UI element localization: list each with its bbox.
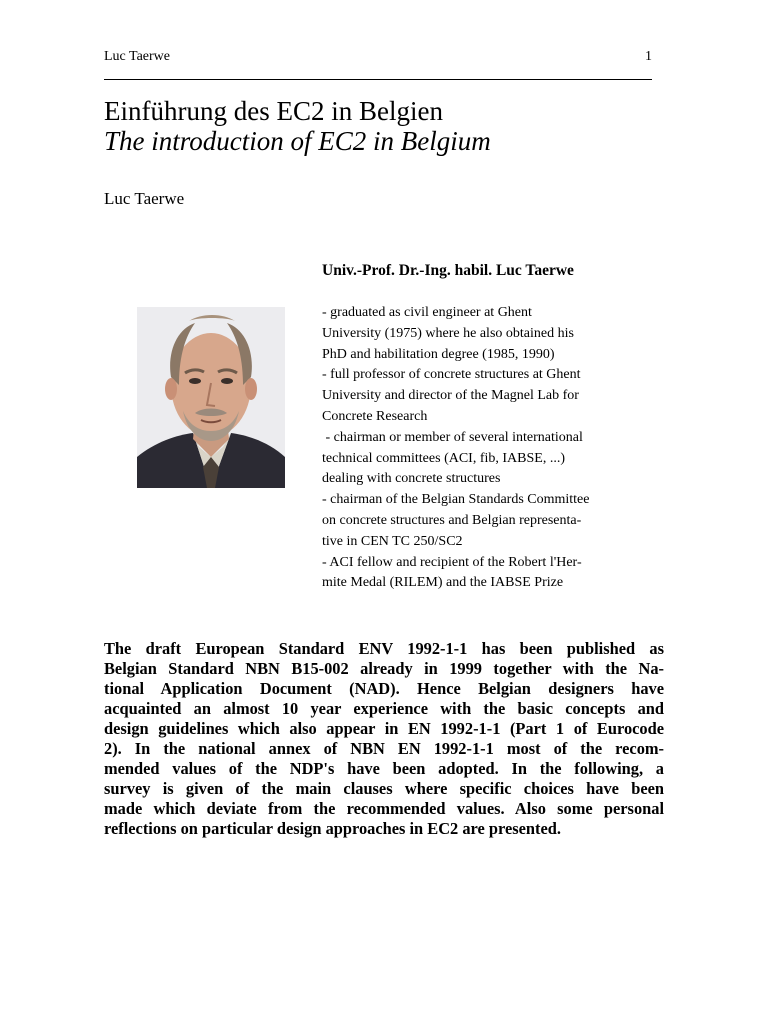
title-english: The introduction of EC2 in Belgium bbox=[104, 126, 491, 156]
abstract-line: tional Application Document (NAD). Hence Belgian designers have bbox=[104, 679, 664, 698]
page-number: 1 bbox=[645, 49, 652, 64]
author-byline: Luc Taerwe bbox=[104, 189, 185, 208]
bio-name: Univ.-Prof. Dr.-Ing. habil. Luc Taerwe bbox=[322, 262, 574, 279]
bio-line: mite Medal (RILEM) and the IABSE Prize bbox=[322, 575, 564, 591]
abstract-line: design guidelines which also appear in EN 1992-1-1 (Part 1 of Eurocode bbox=[104, 719, 664, 738]
bio-line: - graduated as civil engineer at Ghent bbox=[322, 305, 532, 320]
bio-line: - ACI fellow and recipient of the Robert l'Her- bbox=[322, 554, 582, 570]
header-rule bbox=[104, 79, 652, 80]
bio-text bbox=[322, 303, 652, 594]
header-author: Luc Taerwe bbox=[104, 49, 171, 64]
abstract-line: made which deviate from the recommended values. Also some personal bbox=[104, 799, 664, 818]
bio-line: University (1975) where he also obtained his bbox=[322, 325, 574, 341]
abstract-line: mended values of the NDP's have been adopted. In the following, a bbox=[104, 759, 664, 778]
abstract-line: 2). In the national annex of NBN EN 1992-1-1 most of the recom- bbox=[104, 739, 664, 758]
abstract-line: The draft European Standard ENV 1992-1-1 has been published as bbox=[104, 639, 664, 658]
abstract-line: reflections on particular design approaches in EC2 are presented. bbox=[104, 819, 561, 838]
bio-line: University and director of the Magnel Lab for bbox=[322, 388, 579, 404]
abstract-paragraph bbox=[104, 639, 664, 839]
bio-line: on concrete structures and Belgian representa- bbox=[322, 512, 582, 528]
bio-line: tive in CEN TC 250/SC2 bbox=[322, 533, 463, 549]
author-portrait bbox=[137, 307, 285, 488]
bio-line: dealing with concrete structures bbox=[322, 471, 501, 487]
abstract-line: Belgian Standard NBN B15-002 already in 1999 together with the Na- bbox=[104, 659, 664, 678]
bio-line: Concrete Research bbox=[322, 408, 428, 424]
bio-line: - chairman or member of several international bbox=[322, 429, 583, 445]
bio-line: technical committees (ACI, fib, IABSE, ...) bbox=[322, 450, 565, 466]
title-german: Einführung des EC2 in Belgien bbox=[104, 96, 443, 126]
abstract-line: survey is given of the main clauses where specific choices have been bbox=[104, 779, 664, 798]
abstract-line: acquainted an almost 10 year experience with the basic concepts and bbox=[104, 699, 664, 718]
bio-line: PhD and habilitation degree (1985, 1990) bbox=[322, 346, 555, 362]
bio-line: - full professor of concrete structures at Ghent bbox=[322, 367, 581, 383]
bio-line: - chairman of the Belgian Standards Committee bbox=[322, 492, 590, 508]
portrait-illustration bbox=[137, 307, 285, 488]
